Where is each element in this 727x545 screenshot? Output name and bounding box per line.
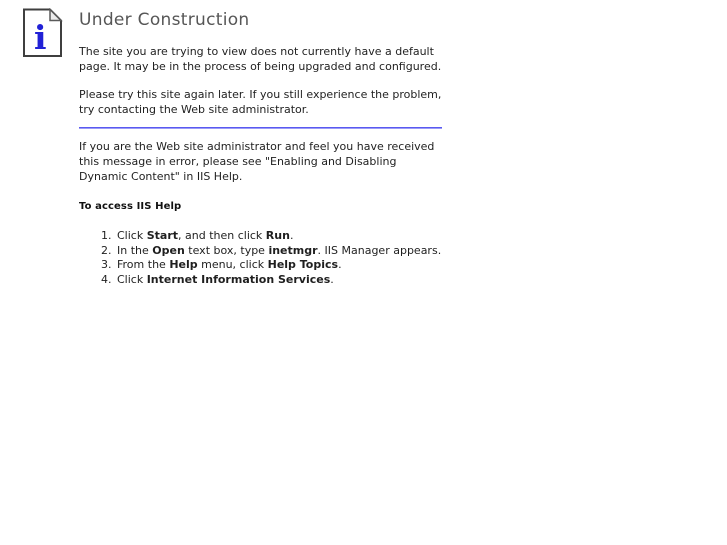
help-step-1 — [115, 229, 442, 244]
step-bold-term: inetmgr — [268, 243, 318, 257]
paragraph-default-page: The site you are trying to view does not currently have a default page. It may be in the process of being upgraded and configured. — [79, 45, 442, 73]
step-text: , and then click — [178, 229, 266, 243]
content-column — [79, 8, 442, 288]
step-text: . IIS Manager appears. — [317, 243, 442, 257]
step-text: menu, click — [197, 258, 268, 272]
help-step-3 — [115, 258, 442, 273]
info-page-icon — [22, 8, 63, 288]
step-bold-term: Run — [265, 229, 290, 243]
help-heading: To access IIS Help — [79, 201, 182, 213]
divider-rule — [79, 127, 442, 129]
step-bold-term: Internet Information Services — [146, 272, 331, 286]
folded-corner — [50, 10, 61, 21]
step-text: In the — [117, 243, 153, 257]
help-step-2 — [115, 244, 442, 259]
step-bold-term: Help — [169, 258, 198, 272]
help-step-4 — [115, 273, 442, 288]
paragraph-try-again: Please try this site again later. If you still experience the problem, try contacting the Web site administrator. — [79, 88, 442, 116]
step-text: Click — [117, 272, 147, 286]
step-text: text box, type — [184, 243, 269, 257]
step-text: . — [338, 258, 342, 272]
step-bold-term: Help Topics — [267, 258, 339, 272]
step-bold-term: Start — [146, 229, 179, 243]
step-bold-term: Open — [152, 243, 185, 257]
info-page-icon-svg — [22, 8, 63, 58]
step-text: From the — [117, 258, 170, 272]
info-glyph: i — [34, 18, 47, 57]
step-text: . — [330, 272, 334, 286]
help-steps-list — [79, 229, 442, 287]
step-text: Click — [117, 229, 147, 243]
paragraph-administrator: If you are the Web site administrator and feel you have received this message in error, please see "Enabling and Disabling Dynamic Content" in IIS Help. — [79, 140, 435, 183]
page-title: Under Construction — [79, 10, 250, 30]
step-text: . — [289, 229, 294, 243]
